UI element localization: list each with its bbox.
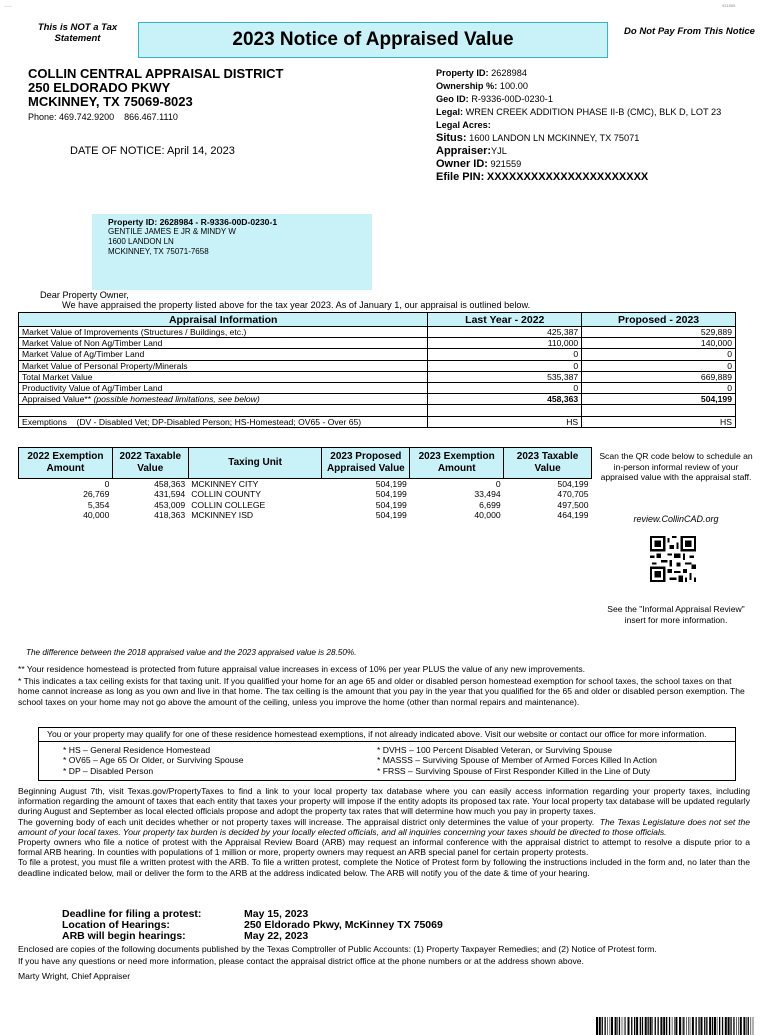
owner-name: GENTILE JAMES E JR & MINDY W: [108, 227, 236, 236]
informal-conference-paragraph: Property owners who file a notice of protest with the Appraisal Review Board (ARB) may request an informal conference with the appraisal district to attempt to resolve a dispute prior to a formal ARB hearing. In counties with populations of 1 million or more, property owners may request an ARB special panel for certain property protests.: [18, 837, 750, 858]
appraised-2023-header: 2023 Proposed Appraised Value: [322, 448, 410, 479]
review-website-link[interactable]: review.CollinCAD.org: [633, 514, 719, 524]
homestead-footnote: ** Your residence homestead is protected from future appraisal value increases in excess of 10% per year PLUS the value of any new improvements.: [18, 664, 586, 674]
appraisal-row: Productivity Value of Ag/Timber Land 0 0: [19, 382, 736, 393]
exemptions-left-list: * HS – General Residence Homestead * OV65 – Age 65 Or Older, or Surviving Spouse * DP – Disabled Person: [63, 745, 244, 776]
difference-note: The difference between the 2018 appraised value and the 2023 appraised value is 28.50%.: [26, 648, 357, 657]
taxing-unit-row: 0 458,363 MCKINNEY CITY 504,199 0 504,199: [104, 479, 589, 489]
corner-code-right: 921559: [722, 3, 736, 8]
property-tax-database-paragraph: Beginning August 7th, visit Texas.gov/PropertyTaxes to find a link to your local property tax database where you can easily access information regarding your property taxes, including information regarding the amount of taxes that each entity that taxes your property will impose if the entity adopts its proposed tax rate. Your local property tax database will be updated regularly during August and September as local elected officials propose and adopt the property tax rates that will determine how much you pay in property taxes.: [18, 786, 750, 817]
efile-pin: XXXXXXXXXXXXXXXXXXXXXX: [486, 171, 649, 183]
proposed-header: Proposed - 2023: [582, 313, 736, 327]
exemption-2023-header: 2023 Exemption Amount: [410, 448, 504, 479]
salutation-block: [40, 290, 530, 310]
appraisal-row: Market Value of Ag/Timber Land 0 0: [19, 349, 736, 360]
situs-address: 1600 LANDON LN MCKINNEY, TX 75071: [469, 133, 640, 143]
governing-body-paragraph: The governing body of each unit decides whether or not property taxes will increase. The appraisal district only determines the value of your property. The Texas Legislature does not set the amount of your local taxes. Your property tax burden is decided by your locally elected officials, and all inquiries concerning your taxes should be directed to those officials.: [18, 816, 751, 837]
questions-text: If you have any questions or need more information, please contact the appraisal district office at the phone numbers or at the address shown above.: [18, 956, 584, 967]
qr-code-icon[interactable]: [650, 536, 696, 582]
mailing-address-box: [92, 214, 372, 290]
corner-code-left: ------: [4, 3, 12, 8]
hearing-location: Location of Hearings: 250 Eldorado Pkwy, McKinney TX 75069: [62, 919, 443, 931]
informal-review-note: See the "Informal Appraisal Review" insert for more information.: [607, 604, 745, 625]
exemptions-right-list: * DVHS – 100 Percent Disabled Veteran, or Surviving Spouse * MASSS – Surviving Spouse of Member of Armed Forces Killed In Action * FRSS – Surviving Spouse of First Responder Killed in the Line of Duty: [377, 745, 657, 776]
appraisal-table: [18, 312, 736, 428]
exemption-2022-header: 2022 Exemption Amount: [19, 448, 113, 479]
legal-acres: Legal Acres:: [436, 120, 491, 130]
owner-id: 921559: [490, 159, 522, 169]
body-text: [18, 786, 750, 878]
district-address1: 250 ELDORADO PKWY: [28, 80, 171, 95]
barcode-icon: [596, 1017, 754, 1035]
taxing-unit-row: 26,769 431,594 COLLIN COUNTY 504,199 33,494 470,705: [83, 489, 589, 500]
tax-ceiling-footnote: * This indicates a tax ceiling exists for that taxing unit. If you qualified your home for an age 65 and older or disabled person homestead exemption for school taxes, the school taxes on that home cannot increase as long as you own and live in that home. The tax ceiling is the amount that you pay in the year that you qualified for the 65 and older or disabled person exemption. The school taxes on your home may not go above the amount of the ceiling, unless you improve the home (other than normal repairs and maintenance).: [18, 676, 745, 707]
qr-instructions: Scan the QR code below to schedule an in-person informal review of your appraised value with the appraisal staff.: [599, 451, 753, 482]
deadlines-block: [62, 908, 443, 942]
district-name: COLLIN CENTRAL APPRAISAL DISTRICT: [28, 66, 284, 81]
taxing-unit-row: 40,000 418,363 MCKINNEY ISD 504,199 40,000 464,199: [83, 510, 589, 521]
signature: Marty Wright, Chief Appraiser: [18, 971, 131, 982]
taxing-unit-table: [18, 447, 592, 521]
taxing-unit-header: Taxing Unit: [188, 448, 322, 479]
district-address2: MCKINNEY, TX 75069-8023: [28, 94, 193, 109]
intro-text: We have appraised the property listed above for the tax year 2023. As of January 1, our appraisal is outlined below.: [62, 300, 531, 310]
legal-description: WREN CREEK ADDITION PHASE II-B (CMC), BLK D, LOT 23: [465, 107, 722, 117]
mailing-city: MCKINNEY, TX 75071-7658: [108, 247, 209, 256]
hearings-begin: ARB will begin hearings: May 22, 2023: [62, 930, 309, 942]
appraisal-row: Market Value of Improvements (Structures / Buildings, etc.) 425,387 529,889: [19, 327, 736, 338]
district-phone: Phone: 469.742.9200 866.467.1110: [28, 112, 178, 122]
phone-number-1: 469.742.9200: [59, 112, 115, 122]
taxable-2022-header: 2022 Taxable Value: [112, 448, 188, 479]
mailing-heading: Property ID: 2628984 - R-9336-00D-0230-1: [108, 217, 278, 227]
exemptions-intro: You or your property may qualify for one of these residence homestead exemptions, if not already indicated above. Visit our website or contact our office for more information.: [39, 728, 735, 742]
salutation: Dear Property Owner,: [40, 290, 129, 300]
deadline-protest: Deadline for filing a protest: May 15, 2023: [62, 908, 309, 920]
page-title: 2023 Notice of Appraised Value: [138, 22, 608, 58]
notice-date: DATE OF NOTICE: April 14, 2023: [70, 145, 235, 157]
phone-number-2: 866.467.1110: [124, 112, 178, 122]
file-protest-paragraph: To file a protest, you must file a written protest with the ARB. To file a written protest, complete the Notice of Protest form by following the instructions included in the form and, no later than the deadline indicated below, mail or deliver the form to the ARB at the address indicated below. The ARB will notify you of the date & time of your hearing.: [18, 857, 750, 878]
appraiser: YJL: [491, 146, 507, 156]
footnotes: [18, 664, 748, 707]
appraisal-header: Appraisal Information: [19, 313, 428, 327]
appraisal-row: Market Value of Personal Property/Minerals 0 0: [19, 360, 736, 371]
taxing-unit-row: 5,354 453,009 COLLIN COLLEGE 504,199 6,699 497,500: [87, 499, 589, 510]
appraisal-row: Total Market Value 535,387 669,889: [19, 371, 736, 382]
appraised-value-row: Appraised Value** (possible homestead limitations, see below) 458,363 504,199: [19, 394, 736, 405]
exemptions-row: Exemptions (DV - Disabled Vet; DP-Disabled Person; HS-Homestead; OV65 - Over 65) HS HS: [19, 416, 736, 427]
do-not-pay-label: Do Not Pay From This Notice: [624, 26, 755, 37]
mailing-street: 1600 LANDON LN: [108, 237, 174, 246]
last-year-header: Last Year - 2022: [428, 313, 582, 327]
geo-id: R-9336-00D-0230-1: [471, 94, 553, 104]
district-block: [28, 67, 283, 109]
exemptions-box: [38, 727, 736, 781]
closing-block: [18, 943, 758, 983]
enclosed-documents: Enclosed are copies of the following documents published by the Texas Comptroller of Public Accounts: (1) Property Taxpayer Remedies; and (2) Notice of Protest form.: [18, 944, 657, 954]
property-id: 2628984: [491, 68, 527, 78]
appraisal-row: Market Value of Non Ag/Timber Land 110,000 140,000: [19, 338, 736, 349]
property-info: Property ID: 2628984 Ownership %: 100.00 Geo ID: R-9336-00D-0230-1 Legal: WREN CREEK ADDITION PHASE II-B (CMC), BLK D, LOT 23 Legal Acres: Situs: 1600 LANDON LN MCKINNEY, TX 75071 Appraiser:YJL Owner ID: 921559 Efile PIN: XXXXXXXXXXXXXXXXXXXXXX: [436, 67, 766, 184]
taxable-2023-header: 2023 Taxable Value: [504, 448, 592, 479]
not-tax-statement-label: This is NOT a Tax Statement: [37, 22, 118, 44]
ownership-percent: 100.00: [499, 81, 528, 91]
